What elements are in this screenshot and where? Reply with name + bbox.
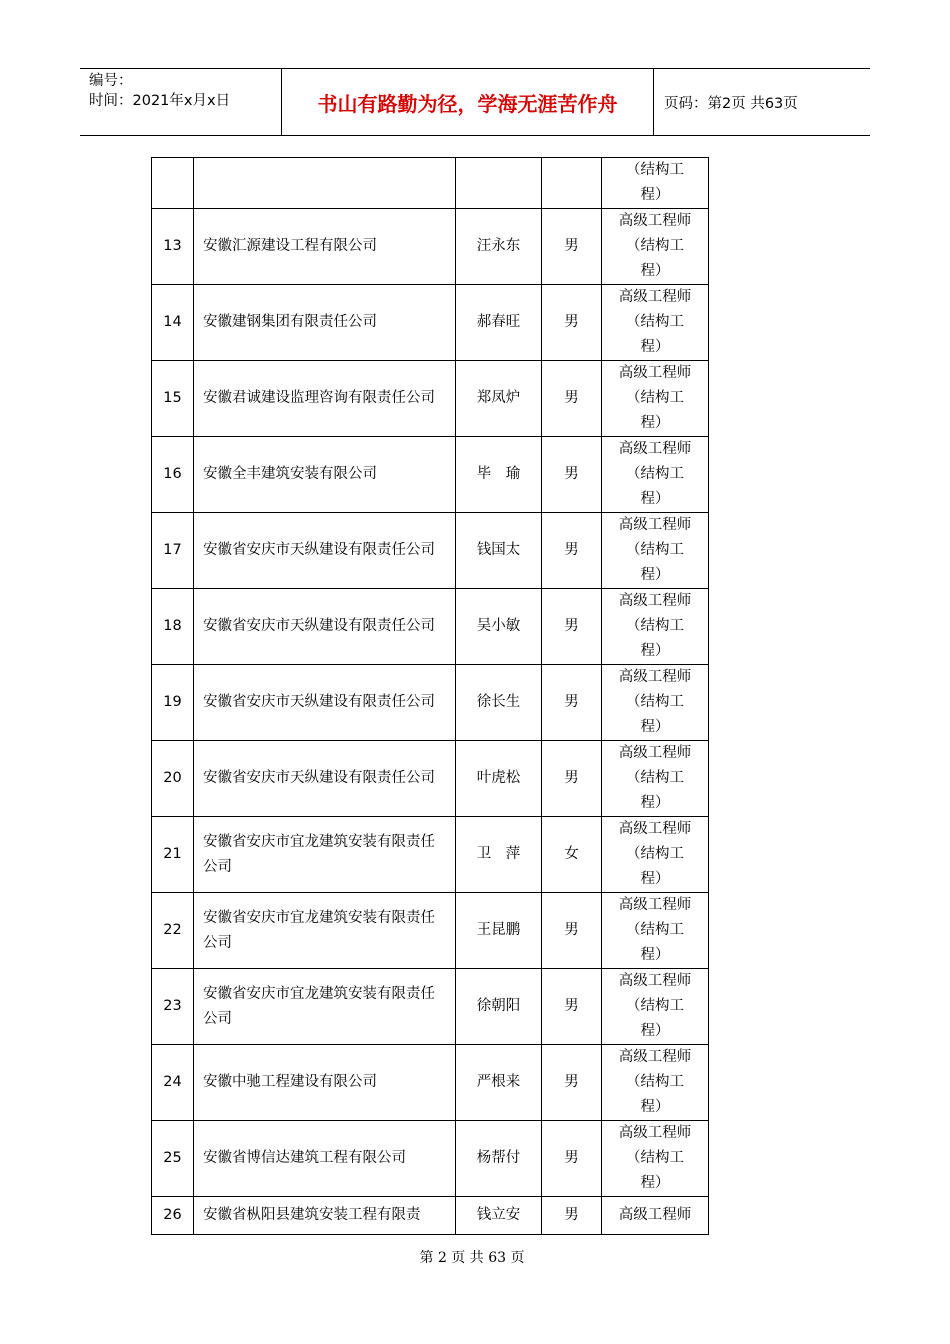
cell-name: 叶虎松	[456, 741, 542, 817]
company-text: 安徽中驰工程建设有限公司	[203, 1074, 377, 1090]
cell-company	[194, 361, 456, 437]
title-line: （结构工	[626, 846, 684, 862]
title-line: （结构工	[626, 162, 684, 178]
cell-sex: 男	[542, 1121, 602, 1197]
title-line: （结构工	[626, 466, 684, 482]
cell-sex: 男	[542, 969, 602, 1045]
cell-sex	[542, 158, 602, 209]
cell-no: 14	[152, 285, 194, 361]
cell-name: 杨帮付	[456, 1121, 542, 1197]
title-line: 程）	[640, 947, 670, 963]
company-text: 安徽省安庆市宜龙建筑安装有限责任公司	[203, 833, 435, 875]
title-line: 高级工程师	[618, 365, 692, 381]
company-text: 安徽汇源建设工程有限公司	[203, 238, 377, 254]
cell-title	[602, 1121, 709, 1197]
title-line: 高级工程师	[618, 441, 692, 457]
title-line: （结构工	[626, 922, 684, 938]
table-row	[152, 1121, 709, 1197]
title-line: 程）	[640, 491, 670, 507]
cell-title	[602, 969, 709, 1045]
title-line: 程）	[640, 643, 670, 659]
cell-name: 徐长生	[456, 665, 542, 741]
cell-sex: 男	[542, 741, 602, 817]
company-text: 安徽君诚建设监理咨询有限责任公司	[203, 390, 435, 406]
cell-name: 郑凤炉	[456, 361, 542, 437]
table-row-continued	[152, 158, 709, 209]
cell-title	[602, 741, 709, 817]
title-line: （结构工	[626, 390, 684, 406]
table-row	[152, 209, 709, 285]
cell-company	[194, 893, 456, 969]
cell-sex: 男	[542, 893, 602, 969]
cell-sex: 男	[542, 437, 602, 513]
cell-sex: 男	[542, 361, 602, 437]
table-row	[152, 665, 709, 741]
cell-company	[194, 1121, 456, 1197]
table-row	[152, 285, 709, 361]
footer-page-text: 第 2 页 共 63 页	[419, 1250, 525, 1266]
title-line: 程）	[640, 719, 670, 735]
cell-no: 15	[152, 361, 194, 437]
title-line: （结构工	[626, 542, 684, 558]
cell-sex: 女	[542, 817, 602, 893]
company-text: 安徽省安庆市天纵建设有限责任公司	[203, 542, 435, 558]
cell-title	[602, 1197, 709, 1235]
cell-company	[194, 285, 456, 361]
cell-sex: 男	[542, 589, 602, 665]
table-row	[152, 361, 709, 437]
cell-name: 毕 瑜	[456, 437, 542, 513]
company-text: 安徽省安庆市天纵建设有限责任公司	[203, 694, 435, 710]
title-line: （结构工	[626, 618, 684, 634]
personnel-table	[151, 157, 709, 1235]
cell-company	[194, 1197, 456, 1235]
table-row-last	[152, 1197, 709, 1235]
header-page-info: 页码：第2页 共63页	[664, 95, 798, 112]
cell-no: 18	[152, 589, 194, 665]
company-text: 安徽建钢集团有限责任公司	[203, 314, 377, 330]
cell-title	[602, 817, 709, 893]
title-line: （结构工	[626, 694, 684, 710]
cell-no: 19	[152, 665, 194, 741]
header-motto: 书山有路勤为径，学海无涯苦作舟	[282, 69, 654, 135]
cell-title	[602, 437, 709, 513]
cell-no: 16	[152, 437, 194, 513]
cell-sex: 男	[542, 1045, 602, 1121]
title-line: （结构工	[626, 998, 684, 1014]
cell-no: 22	[152, 893, 194, 969]
cell-sex: 男	[542, 665, 602, 741]
cell-title	[602, 158, 709, 209]
cell-no: 23	[152, 969, 194, 1045]
cell-sex: 男	[542, 1197, 602, 1235]
title-line: 高级工程师	[618, 289, 692, 305]
title-line: 程）	[640, 1175, 670, 1191]
cell-name	[456, 158, 542, 209]
cell-name: 徐朝阳	[456, 969, 542, 1045]
title-line: 高级工程师	[618, 593, 692, 609]
title-line: 程）	[640, 187, 670, 203]
header-meta	[80, 69, 282, 135]
title-line: 高级工程师	[618, 669, 692, 685]
page-header	[80, 68, 870, 136]
title-line: （结构工	[626, 1150, 684, 1166]
title-line: 程）	[640, 871, 670, 887]
code-label: 编号：	[89, 73, 133, 89]
company-text: 安徽省安庆市天纵建设有限责任公司	[203, 618, 435, 634]
cell-company	[194, 817, 456, 893]
cell-title	[602, 209, 709, 285]
title-line: 程）	[640, 795, 670, 811]
cell-title	[602, 1045, 709, 1121]
cell-company	[194, 209, 456, 285]
title-line: （结构工	[626, 770, 684, 786]
company-text: 安徽省枞阳县建筑安装工程有限责	[203, 1207, 421, 1223]
cell-name: 吴小敏	[456, 589, 542, 665]
title-line: 高级工程师	[618, 745, 692, 761]
table-row	[152, 817, 709, 893]
cell-no: 20	[152, 741, 194, 817]
cell-title	[602, 285, 709, 361]
title-line: 高级工程师	[618, 213, 692, 229]
title-line: 高级工程师	[618, 973, 692, 989]
title-line: 程）	[640, 263, 670, 279]
cell-sex: 男	[542, 209, 602, 285]
cell-company	[194, 1045, 456, 1121]
cell-no: 17	[152, 513, 194, 589]
cell-company	[194, 665, 456, 741]
cell-company	[194, 589, 456, 665]
cell-name: 汪永东	[456, 209, 542, 285]
table-row	[152, 893, 709, 969]
date-label: 时间：2021年x月x日	[89, 93, 231, 109]
cell-title	[602, 665, 709, 741]
title-line: （结构工	[626, 1074, 684, 1090]
title-line: （结构工	[626, 238, 684, 254]
title-line: 程）	[640, 1023, 670, 1039]
page-footer	[0, 1247, 950, 1267]
table-row	[152, 741, 709, 817]
cell-name: 郝春旺	[456, 285, 542, 361]
company-text: 安徽省安庆市天纵建设有限责任公司	[203, 770, 435, 786]
title-line: 程）	[640, 339, 670, 355]
cell-name: 钱立安	[456, 1197, 542, 1235]
table-row	[152, 437, 709, 513]
title-line: 高级工程师	[618, 821, 692, 837]
cell-company	[194, 513, 456, 589]
title-line: 程）	[640, 567, 670, 583]
company-text: 安徽省博信达建筑工程有限公司	[203, 1150, 406, 1166]
cell-title	[602, 361, 709, 437]
title-line: 高级工程师	[618, 1207, 692, 1223]
cell-name: 钱国太	[456, 513, 542, 589]
cell-name: 王昆鹏	[456, 893, 542, 969]
cell-name: 严根来	[456, 1045, 542, 1121]
cell-sex: 男	[542, 513, 602, 589]
title-line: 程）	[640, 415, 670, 431]
cell-title	[602, 589, 709, 665]
cell-title	[602, 893, 709, 969]
title-line: 程）	[640, 1099, 670, 1115]
table-row	[152, 969, 709, 1045]
cell-no: 13	[152, 209, 194, 285]
cell-no: 21	[152, 817, 194, 893]
cell-sex: 男	[542, 285, 602, 361]
title-line: 高级工程师	[618, 517, 692, 533]
cell-company	[194, 969, 456, 1045]
company-text: 安徽全丰建筑安装有限公司	[203, 466, 377, 482]
cell-company	[194, 158, 456, 209]
title-line: （结构工	[626, 314, 684, 330]
cell-no: 24	[152, 1045, 194, 1121]
title-line: 高级工程师	[618, 1125, 692, 1141]
table-row	[152, 513, 709, 589]
company-text: 安徽省安庆市宜龙建筑安装有限责任公司	[203, 909, 435, 951]
cell-no: 25	[152, 1121, 194, 1197]
table-row	[152, 1045, 709, 1121]
title-line: 高级工程师	[618, 897, 692, 913]
cell-no	[152, 158, 194, 209]
cell-title	[602, 513, 709, 589]
cell-company	[194, 741, 456, 817]
cell-company	[194, 437, 456, 513]
company-text: 安徽省安庆市宜龙建筑安装有限责任公司	[203, 985, 435, 1027]
cell-no: 26	[152, 1197, 194, 1235]
title-line: 高级工程师	[618, 1049, 692, 1065]
cell-name: 卫 萍	[456, 817, 542, 893]
table-row	[152, 589, 709, 665]
